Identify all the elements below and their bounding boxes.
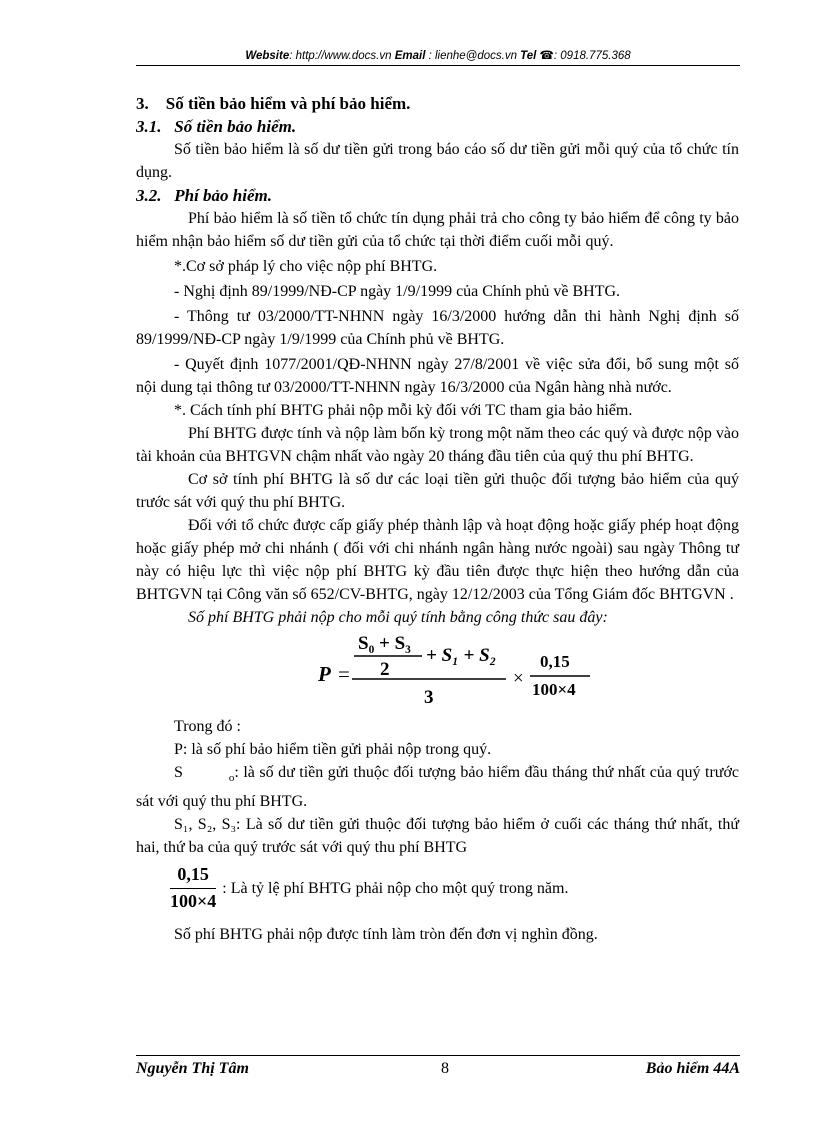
- page-header: [136, 48, 740, 62]
- subsection-1-text: Số tiền bảo hiểm là số dư tiền gửi trong báo cáo số dư tiền gửi mỗi quý của tổ chức tín dụng.: [136, 141, 739, 181]
- section-heading: 3. Số tiền bảo hiểm và phí bảo hiểm.: [136, 94, 411, 113]
- formula-rate-num: 0,15: [540, 652, 570, 671]
- tel-value: : 0918.775.368: [553, 50, 631, 62]
- ratio-fraction: [170, 863, 216, 913]
- s0-text: : là số dư tiền gửi thuộc đối tượng bảo hiểm đầu tháng thứ nhất của quý trước sát với quý thu phí BHTG.: [136, 764, 739, 811]
- tel-label: Tel ☎: [520, 50, 554, 62]
- ratio-definition: [136, 863, 739, 913]
- document-body: [136, 92, 739, 946]
- definition-s123: S₁, S₂, S₃: Là số dư tiền gửi thuộc đối tượng bảo hiểm ở cuối các tháng thứ nhất, thứ hai, thứ ba của quý trước sát với quý thu phí BHTG: [136, 816, 739, 857]
- s0-symbol: S: [174, 764, 183, 781]
- where-label: Trong đó :: [174, 718, 241, 735]
- rounding-note: Số phí BHTG phải nộp được tính làm tròn đến đơn vị nghìn đồng.: [174, 926, 598, 944]
- formula-intro: Số phí BHTG phải nộp cho mỗi quý tính bằng công thức sau đây:: [188, 609, 608, 626]
- formula-lhs: P: [318, 662, 331, 686]
- legal-item-3: - Quyết định 1077/2001/QĐ-NHNN ngày 27/8/2001 về việc sửa đổi, bổ sung một số nội dung tại thông tư 03/2000/TT-NHNN ngày 16/3/2000 của Ngân hàng nhà nước.: [136, 356, 739, 396]
- page-footer: [136, 1060, 740, 1082]
- formula-equals: =: [338, 662, 350, 686]
- legal-basis-title: *.Cơ sở pháp lý cho việc nộp phí BHTG.: [174, 258, 438, 275]
- footer-author: Nguyễn Thị Tâm: [136, 1060, 249, 1077]
- legal-item-1: - Nghị định 89/1999/NĐ-CP ngày 1/9/1999 của Chính phủ về BHTG.: [174, 283, 621, 300]
- calc-paragraph-2: Cơ sở tính phí BHTG là số dư các loại tiền gửi thuộc đối tượng bảo hiểm của quý trước sát với quý thu phí BHTG.: [136, 471, 739, 511]
- definition-p: P: là số phí bảo hiểm tiền gửi phải nộp trong quý.: [174, 741, 492, 758]
- formula-s0-s3: S₀ + S₃: [358, 633, 411, 654]
- website-value[interactable]: : http://www.docs.vn: [289, 50, 395, 62]
- formula-times: ×: [513, 668, 524, 689]
- legal-item-2: - Thông tư 03/2000/TT-NHNN ngày 16/3/2000 hướng dẫn thi hành Nghị định số 89/1999/NĐ-CP ngày 1/9/1999 của Chính phủ về BHTG.: [136, 308, 739, 348]
- calc-title: *. Cách tính phí BHTG phải nộp mỗi kỳ đối với TC tham gia bảo hiểm.: [174, 402, 633, 419]
- formula-two: 2: [380, 659, 390, 680]
- premium-formula: [136, 631, 739, 711]
- footer-page-number: 8: [441, 1060, 449, 1077]
- formula-graphic: [136, 631, 739, 711]
- definition-s0: [136, 761, 739, 813]
- ratio-denominator: 100×4: [170, 891, 217, 912]
- email-value[interactable]: : lienhe@docs.vn: [425, 50, 521, 62]
- formula-s1-s2: + S₁ + S₂: [426, 645, 497, 666]
- s0-subscript: o: [228, 772, 235, 785]
- ratio-numerator: 0,15: [170, 863, 216, 889]
- formula-rate-den: 100×4: [532, 680, 576, 699]
- subsection-2-text: Phí bảo hiểm là số tiền tổ chức tín dụng phải trả cho công ty bảo hiểm để công ty bảo hiểm nhận bảo hiểm số dư tiền gửi của tổ chức tại thời điểm cuối mỗi quý.: [136, 210, 739, 250]
- website-label: Website: [245, 50, 290, 62]
- footer-class: Bảo hiểm 44A: [645, 1060, 740, 1077]
- email-label: Email: [394, 50, 426, 62]
- subsection-1-heading: 3.1. Số tiền bảo hiểm.: [136, 117, 297, 136]
- calc-paragraph-3: Đối với tổ chức được cấp giấy phép thành lập và hoạt động hoặc giấy phép hoạt động hoặc giấy phép mở chi nhánh ( đối với chi nhánh ngân hàng nước ngoài) sau ngày Thông tư này có hiệu lực thì việc nộp phí BHTG kỳ đầu tiên được thực hiện theo hướng dẫn của BHTGVN tại Công văn số 652/CV-BHTG, ngày 12/12/2003 của Tổng Giám đốc BHTGVN .: [136, 517, 739, 603]
- footer-divider: [136, 1055, 740, 1056]
- ratio-text: : Là tỷ lệ phí BHTG phải nộp cho một quý trong năm.: [222, 879, 569, 897]
- header-divider: [136, 65, 740, 66]
- formula-three: 3: [424, 687, 434, 708]
- calc-paragraph-1: Phí BHTG được tính và nộp làm bốn kỳ trong một năm theo các quý và được nộp vào tài khoản của BHTGVN chậm nhất vào ngày 20 tháng đầu tiên của quý thu phí BHTG.: [136, 425, 739, 465]
- subsection-2-heading: 3.2. Phí bảo hiểm.: [136, 186, 273, 205]
